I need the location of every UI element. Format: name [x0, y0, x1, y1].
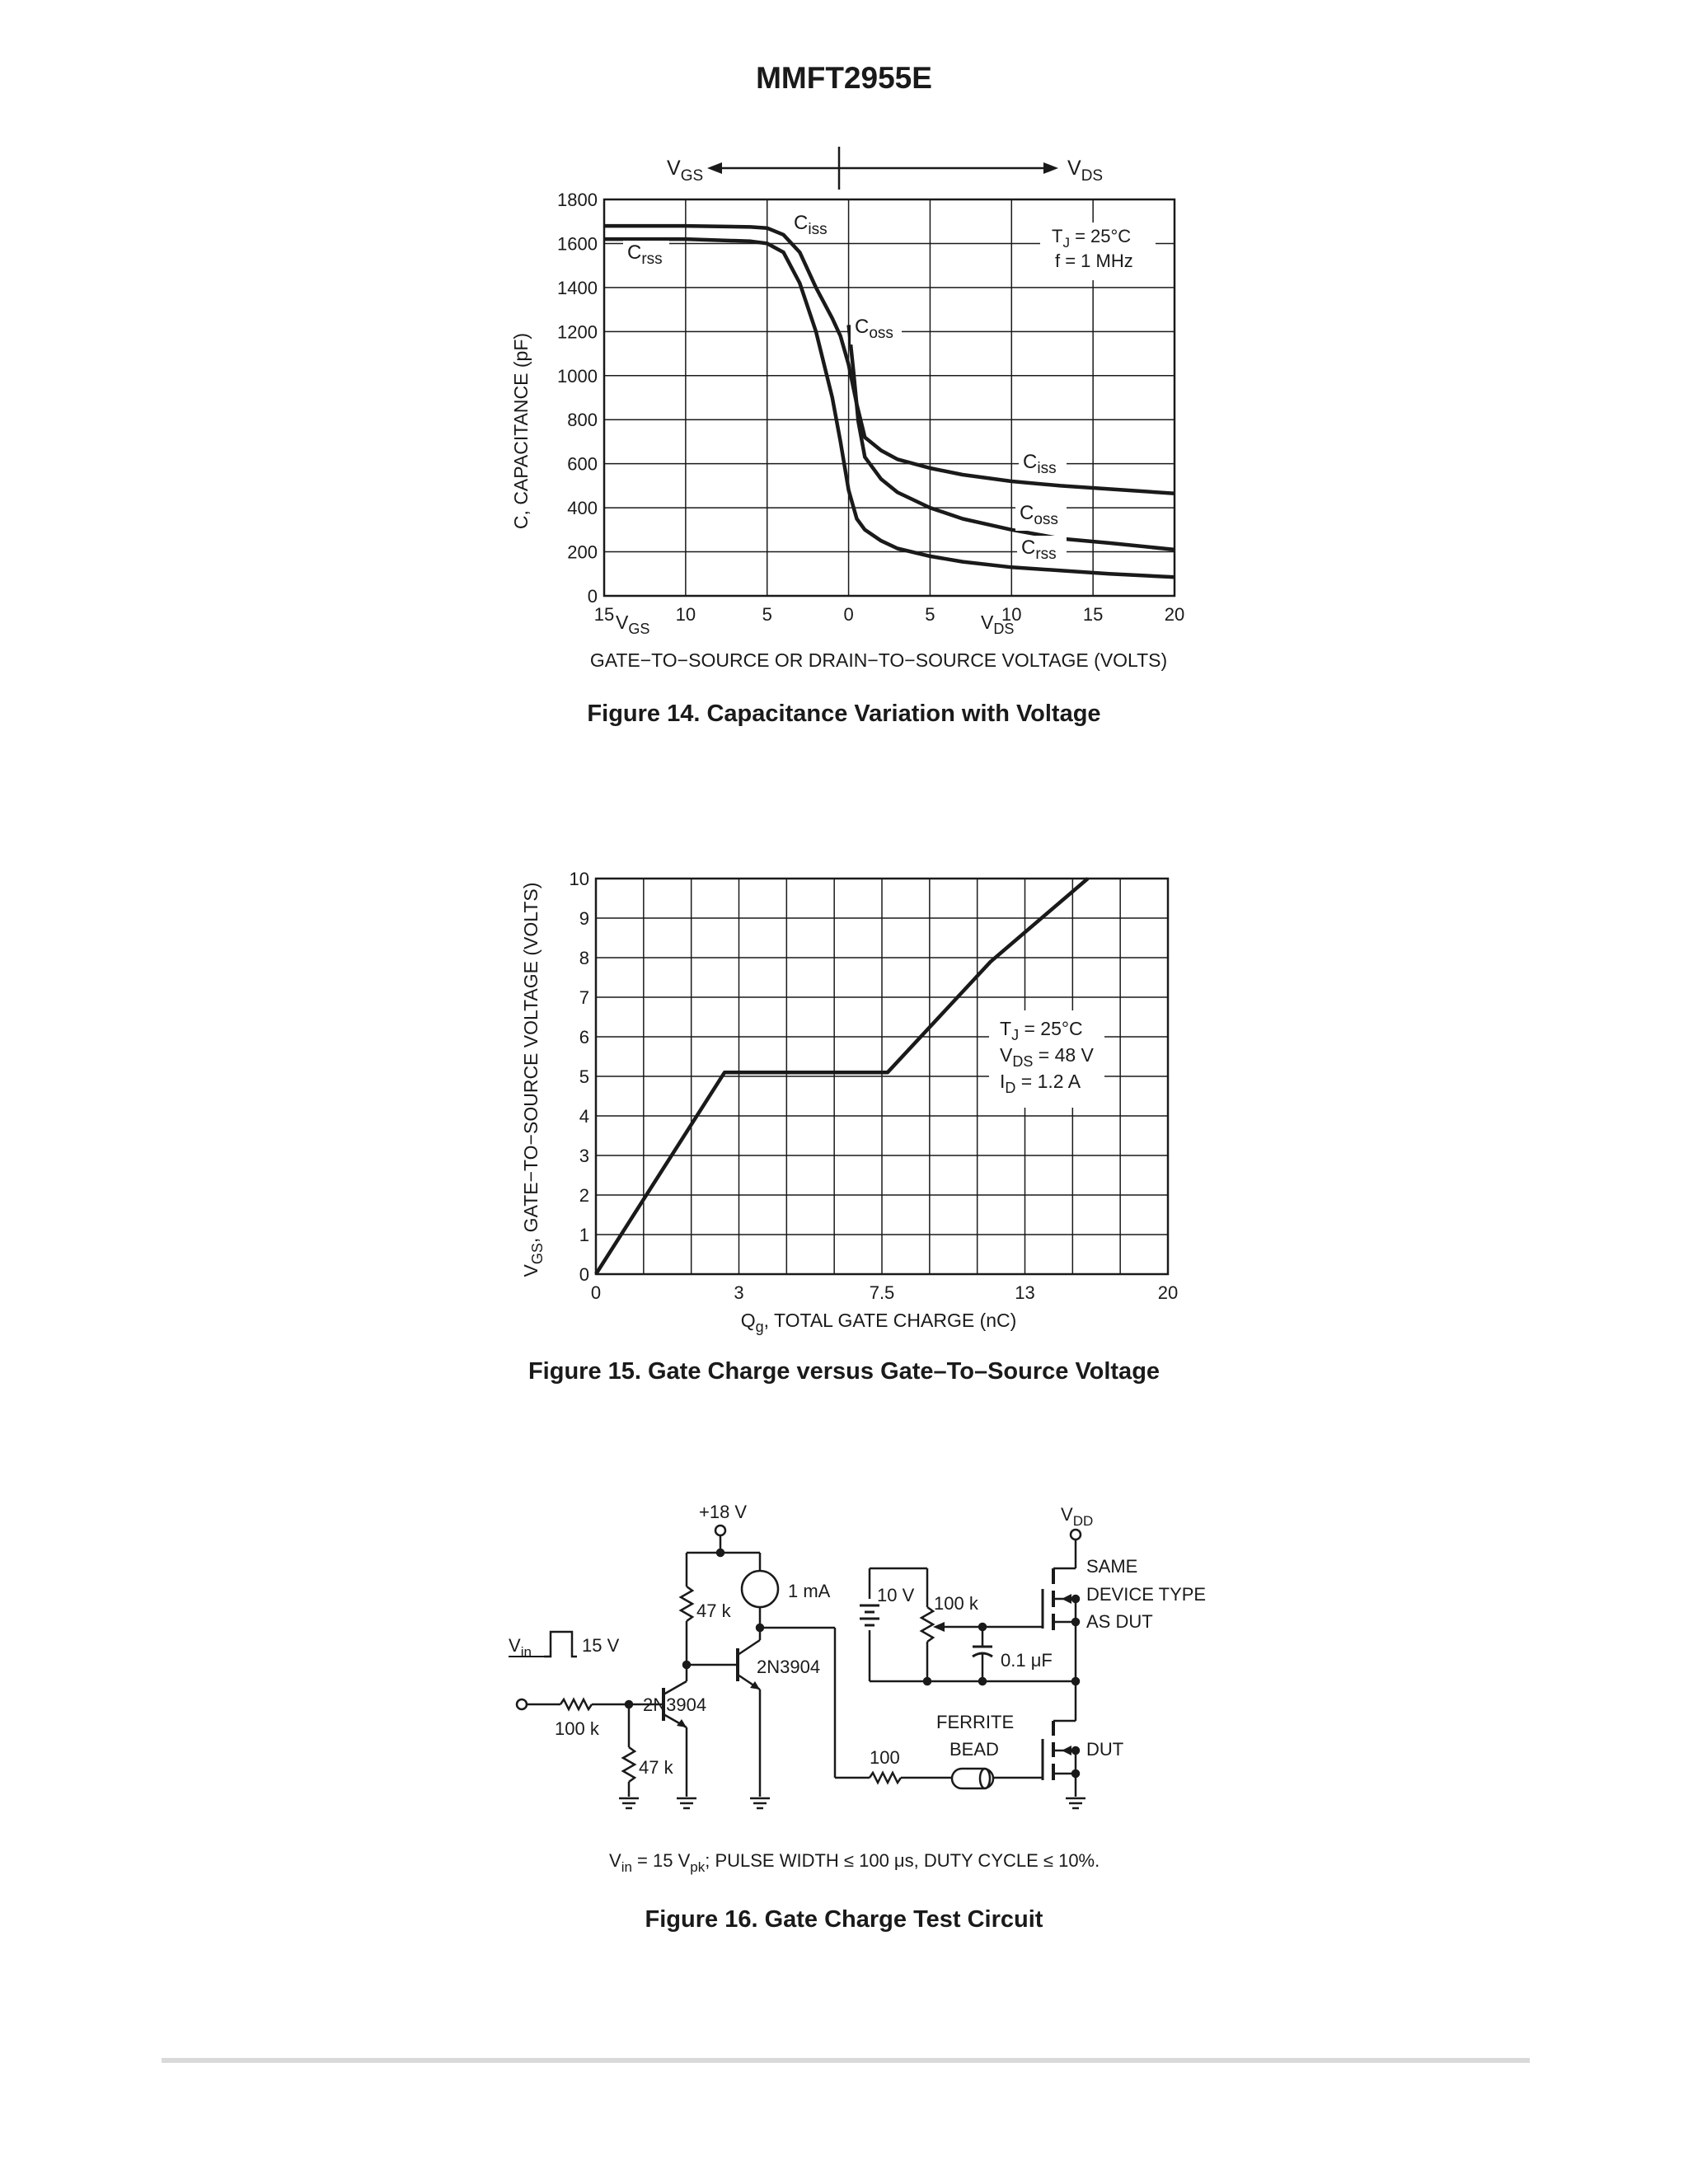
x-tick: 15 [593, 604, 615, 625]
gate-drive-line [760, 1628, 952, 1783]
y-tick: 2 [579, 1185, 589, 1206]
svg-text:47 k: 47 k [696, 1601, 731, 1621]
y-tick: 8 [579, 948, 589, 968]
x-tick: 7.5 [869, 1282, 895, 1303]
y-tick: 1000 [557, 365, 598, 387]
svg-text:10 V: 10 V [877, 1585, 915, 1605]
resistor-47k-top [681, 1553, 732, 1665]
x-tick: 10 [1001, 604, 1022, 625]
x-tick: 13 [1015, 1282, 1035, 1303]
x-tick-labels [594, 604, 1184, 625]
label-coss-top: $C_{oss}$ [855, 316, 893, 342]
label-ciss-left: $C_{iss}$ [794, 212, 828, 238]
svg-text:VDD: $V_{DD}$ [1061, 1504, 1094, 1529]
x-tick: 3 [734, 1282, 744, 1303]
y-tick: 1400 [557, 277, 598, 298]
svg-text:+18 V: +18 V [699, 1502, 748, 1522]
cond-id: $I_D = 1.2$ A [1000, 1071, 1081, 1096]
svg-text:DUT: DUT [1086, 1739, 1124, 1760]
cond-freq: f = 1 MHz [1055, 251, 1133, 271]
figure-16-caption: Figure 16. Gate Charge Test Circuit [645, 1906, 1043, 1933]
gate-charge-chart [0, 849, 1688, 1335]
footer-divider [162, 2058, 1530, 2063]
y-tick: 6 [579, 1027, 589, 1047]
cond-tj: $T_J = 25^\circ C$ [1000, 1018, 1083, 1043]
svg-text:100 k: 100 k [934, 1593, 978, 1614]
x-tick: 10 [675, 604, 696, 625]
y-tick: 10 [569, 869, 589, 889]
ground-icon [1066, 1798, 1085, 1808]
svg-text:SAME: SAME [1086, 1556, 1138, 1577]
ferrite-bead [936, 1712, 1043, 1788]
y-tick: 0 [579, 1264, 589, 1285]
y-tick: 5 [579, 1066, 589, 1087]
y-tick-labels [557, 190, 598, 607]
y-tick: 1600 [557, 233, 598, 255]
dir-vgs-label: $V_{GS}$ [667, 157, 704, 185]
page-title: MMFT2955E [756, 61, 932, 95]
svg-text:47 k: 47 k [639, 1757, 673, 1778]
svg-text:Vin: $V_{in}$ [509, 1635, 532, 1660]
svg-text:15 V: 15 V [582, 1635, 620, 1656]
ground-icon [750, 1798, 770, 1808]
svg-text:DEVICE TYPE: DEVICE TYPE [1086, 1584, 1207, 1605]
dir-vds-label: $V_{DS}$ [1067, 157, 1104, 185]
y-tick: 600 [567, 453, 598, 475]
resistor-47k-bottom [623, 1704, 674, 1797]
ground-symbols [619, 1798, 1085, 1808]
ground-icon [619, 1798, 639, 1808]
x-tick: 0 [843, 604, 854, 625]
y-tick: 0 [587, 586, 598, 607]
ground-icon [677, 1798, 696, 1808]
y-tick: 1200 [557, 321, 598, 343]
label-crss-left: $C_{rss}$ [627, 241, 663, 268]
svg-text:2N3904: 2N3904 [757, 1657, 821, 1677]
input-pulse [509, 1632, 663, 1739]
label-coss-right: $C_{oss}$ [1020, 502, 1058, 528]
same-device-mosfet [1043, 1504, 1206, 1685]
x-tick: 0 [590, 1282, 602, 1303]
figure-15-caption: Figure 15. Gate Charge versus Gate–To–Source Voltage [528, 1358, 1160, 1385]
svg-text:100: 100 [870, 1747, 900, 1768]
svg-text:1 mA: 1 mA [788, 1581, 831, 1601]
svg-text:BEAD: BEAD [950, 1739, 999, 1760]
y-tick: 400 [567, 498, 598, 519]
supply-18v [687, 1502, 760, 1556]
svg-text:100 k: 100 k [555, 1718, 599, 1739]
label-ciss-right: $C_{iss}$ [1023, 451, 1057, 477]
direction-indicator [667, 147, 1103, 190]
y-tick: 200 [567, 541, 598, 563]
figure-14-caption: Figure 14. Capacitance Variation with Voltage [587, 701, 1101, 727]
svg-text:AS DUT: AS DUT [1086, 1611, 1153, 1632]
axis-vds-label: $V_{DS}$ [981, 612, 1015, 637]
y-tick: 7 [579, 987, 589, 1008]
current-source-1ma [742, 1553, 831, 1631]
test-note: $V_{in} = 15$ $V_{pk}$; PULSE WIDTH ≤ 100 μs, DUTY CYCLE ≤ 10%. [609, 1850, 1100, 1875]
x-tick: 20 [1157, 1282, 1179, 1303]
label-crss-right: $C_{rss}$ [1021, 537, 1057, 563]
axis-vgs-label: $V_{GS}$ [616, 612, 650, 637]
x-tick: 5 [762, 604, 772, 625]
svg-text:0.1 μF: 0.1 μF [1001, 1650, 1053, 1671]
series-crss [604, 239, 1175, 577]
y-tick: 9 [579, 908, 589, 929]
y-tick: 1 [579, 1225, 589, 1245]
y-axis-label: $V_{GS}$, GATE−TO−SOURCE VOLTAGE (VOLTS) [520, 882, 546, 1277]
x-axis-label: GATE−TO−SOURCE OR DRAIN−TO−SOURCE VOLTAGE (VOLTS) [589, 649, 1168, 671]
svg-text:2N3904: 2N3904 [643, 1694, 707, 1715]
dut-mosfet [1043, 1681, 1123, 1797]
cond-vds: $V_{DS} = 48$ V [1000, 1044, 1094, 1070]
gate-charge-test-circuit [0, 1483, 1688, 1879]
y-tick: 4 [579, 1106, 589, 1127]
x-tick: 20 [1164, 604, 1185, 625]
y-tick: 800 [567, 410, 598, 431]
x-tick: 5 [925, 604, 935, 625]
y-tick-labels [570, 869, 589, 1285]
svg-text:FERRITE: FERRITE [936, 1712, 1015, 1732]
x-tick-labels [591, 1282, 1178, 1303]
y-tick: 3 [579, 1146, 589, 1166]
y-axis-label: C, CAPACITANCE (pF) [510, 332, 532, 530]
x-tick: 15 [1082, 604, 1104, 625]
y-tick: 1800 [557, 190, 598, 210]
cond-tj: $T_J = 25^\circ C$ [1052, 226, 1132, 251]
x-axis-label: $Q_g$, TOTAL GATE CHARGE (nC) [740, 1310, 1017, 1335]
